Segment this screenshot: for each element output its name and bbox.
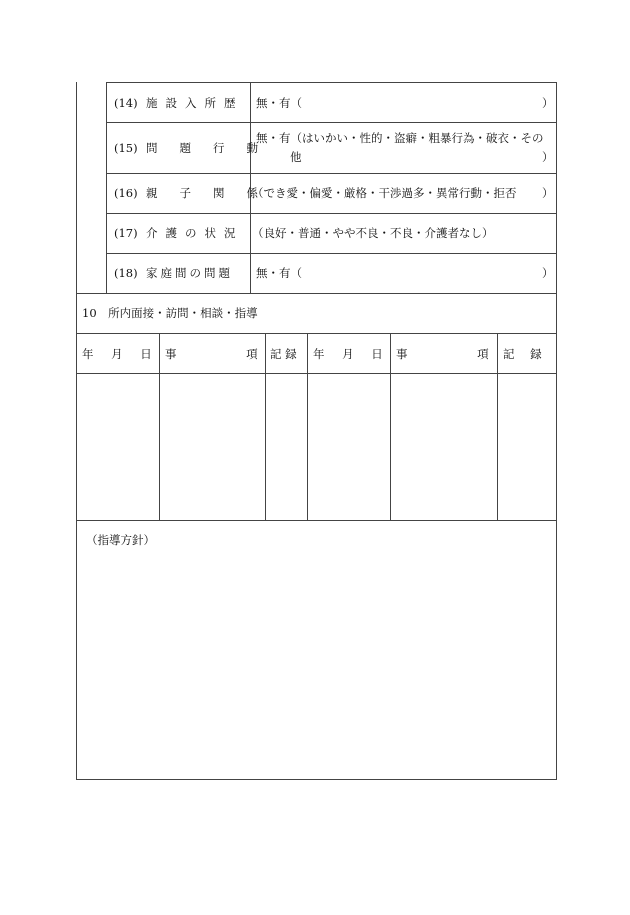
row-value[interactable]: （良好・普通・やや不良・不良・介護者なし） <box>252 226 494 240</box>
row-value[interactable]: 無・有（ <box>256 266 302 280</box>
section-line <box>76 293 557 294</box>
row-label-text: 問題行動 <box>146 141 280 155</box>
row-number: (15) <box>114 141 138 155</box>
row-line <box>106 173 557 174</box>
header-date: 年 月 日 <box>82 347 152 361</box>
cell-date-left[interactable] <box>77 374 159 520</box>
outer-right-border <box>556 82 557 780</box>
close-paren: ） <box>542 186 554 200</box>
header-date: 年 月 日 <box>313 347 383 361</box>
row-label-text: 親子関係 <box>146 186 280 200</box>
row-label-text: 家庭間の問題 <box>146 266 233 280</box>
row-line <box>106 213 557 214</box>
row-number: (16) <box>114 186 138 200</box>
cell-record-left[interactable] <box>266 374 307 520</box>
row-number: (18) <box>114 266 138 280</box>
header-record: 記 録 <box>503 347 542 361</box>
section10-title: 10 所内面接・訪問・相談・指導 <box>82 306 258 320</box>
row-line <box>106 122 557 123</box>
header-item: 事 項 <box>396 347 489 361</box>
row-line <box>106 253 557 254</box>
row-label-text: 介護の状況 <box>146 226 244 240</box>
row-number: (17) <box>114 226 138 240</box>
close-paren: ） <box>542 96 554 110</box>
guidance-input-area[interactable] <box>77 552 556 778</box>
close-paren: ） <box>542 266 554 280</box>
row-label-text: 施設入所歴 <box>146 96 244 110</box>
cell-item-right[interactable] <box>391 374 497 520</box>
row-value[interactable]: 無・有（はいかい・性的・盗癖・粗暴行為・破衣・その <box>256 131 544 145</box>
row-number: (14) <box>114 96 138 110</box>
row-value-line2: 他 <box>290 150 302 164</box>
guidance-label: （指導方針） <box>86 533 155 547</box>
row-value[interactable]: （でき愛・偏愛・厳格・干渉過多・異常行動・拒否 <box>252 186 517 200</box>
row-value[interactable]: 無・有（ <box>256 96 302 110</box>
header-item: 事 項 <box>165 347 258 361</box>
bottom-border <box>76 779 557 780</box>
cell-date-right[interactable] <box>308 374 390 520</box>
cell-item-left[interactable] <box>160 374 265 520</box>
cell-record-right[interactable] <box>498 374 556 520</box>
row-label <box>146 96 244 110</box>
section-line <box>76 333 557 334</box>
row-line <box>106 82 557 83</box>
close-paren: ） <box>542 150 554 164</box>
section9-indent-line <box>106 82 107 294</box>
section-line <box>76 520 557 521</box>
header-record: 記 録 <box>270 347 297 361</box>
